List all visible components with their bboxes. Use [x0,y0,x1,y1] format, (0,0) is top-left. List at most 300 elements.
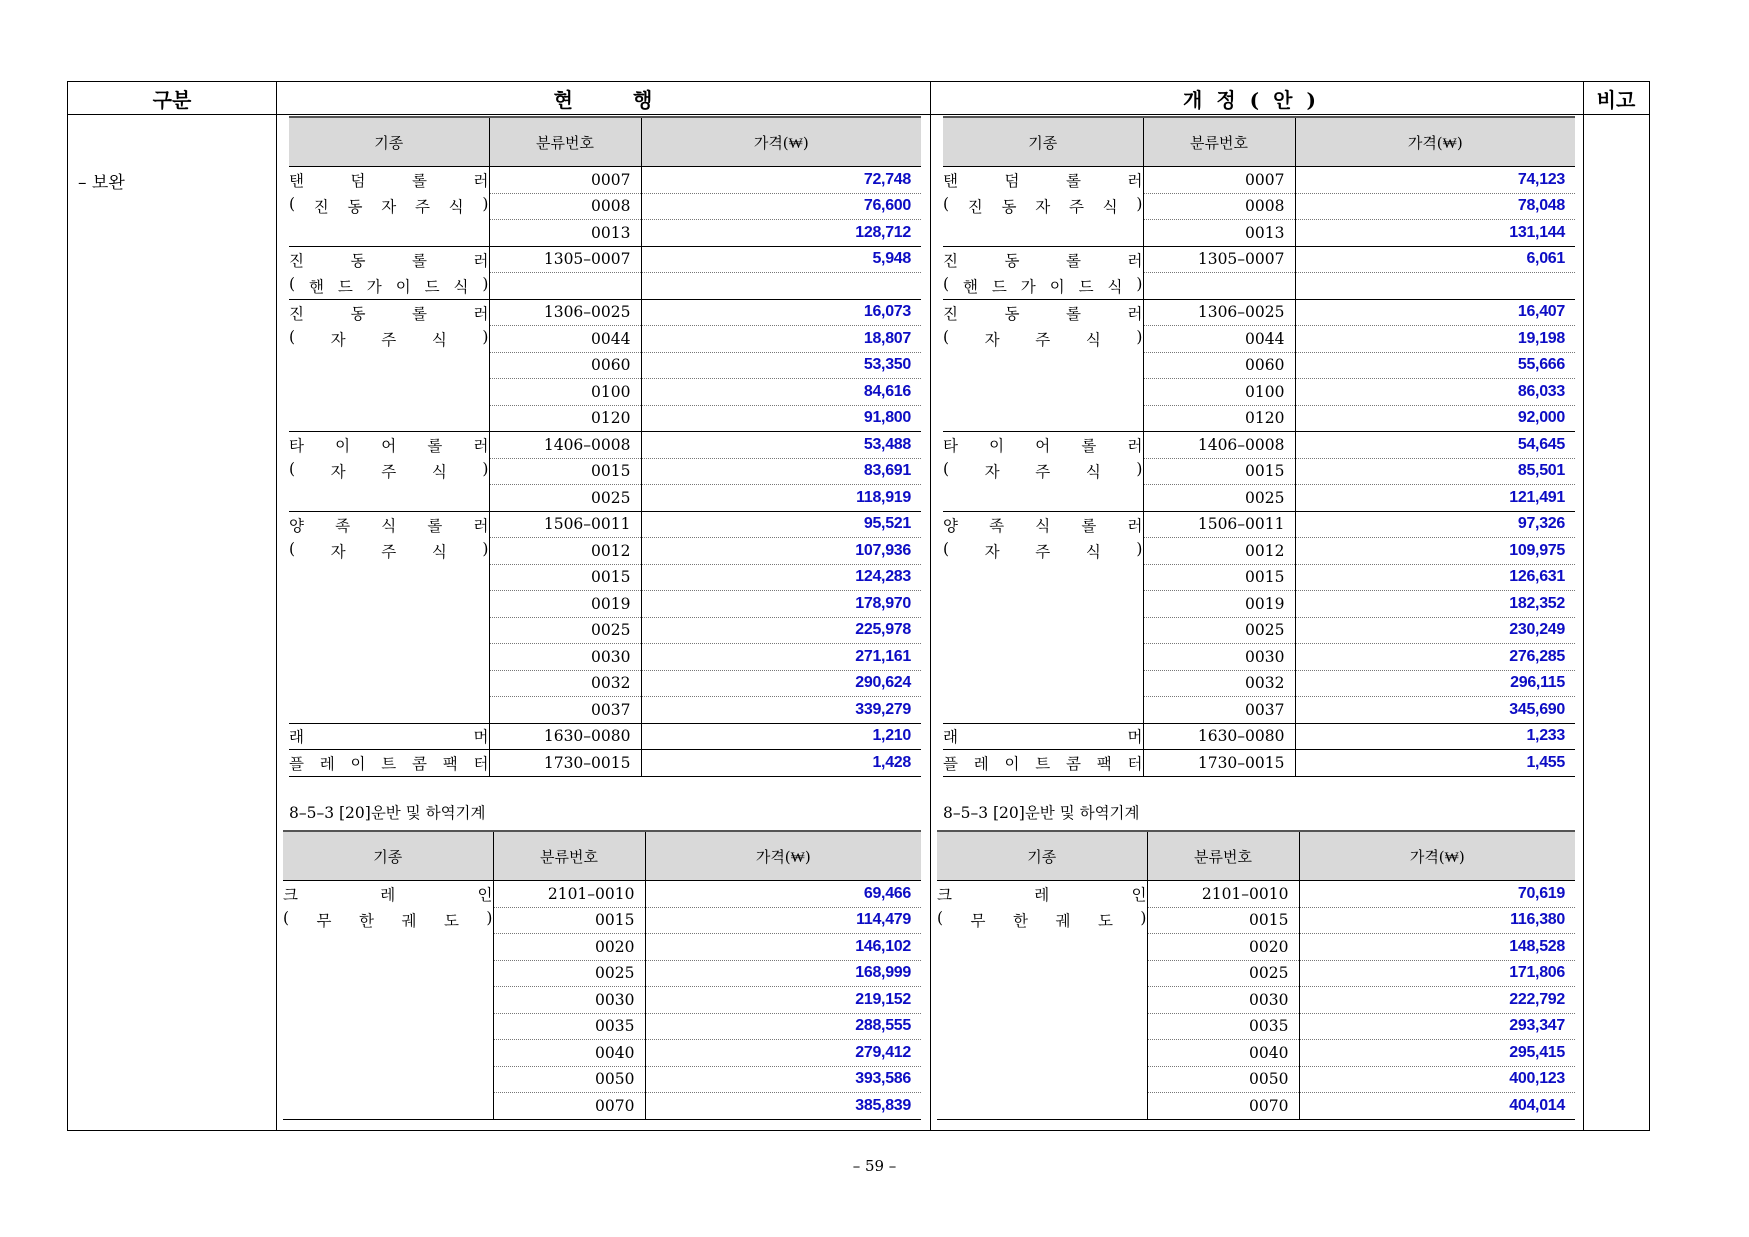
price-cell: 85,501 [1295,458,1575,485]
code-cell: 0040 [1147,1040,1299,1067]
model-name-char: 러 [473,437,489,455]
model-name-char: 주 [1035,542,1051,561]
model-name-char: 이 [350,754,366,773]
code-cell: 0035 [493,1013,645,1040]
model-name [943,434,1143,456]
model-name-char: 동 [347,198,363,217]
header-category: 구분 [152,87,192,112]
model-cell [283,1040,493,1067]
price-cell [641,273,921,300]
model-name-char: 트 [1035,754,1051,773]
model-name-char: 주 [414,198,430,217]
model-cell [943,432,1143,459]
model-name-char: 타 [943,437,958,455]
table-row [283,881,921,908]
price-cell: 1,428 [641,750,921,777]
price-cell: 74,123 [1295,167,1575,194]
code-cell: 0040 [493,1040,645,1067]
code-cell: 0044 [1143,326,1295,353]
code-cell: 0030 [493,987,645,1014]
model-cell [937,987,1147,1014]
model-name-char: 드 [1078,277,1094,296]
code-cell: 0100 [1143,379,1295,406]
price-cell: 128,712 [641,220,921,247]
table-row [937,960,1575,987]
code-cell: 1406–0008 [1143,432,1295,459]
model-name-char: 플 [289,754,304,773]
model-name-char: 양 [289,516,304,535]
code-cell: 0120 [489,405,641,432]
model-name-char: 궤 [1055,912,1071,931]
model-cell [289,750,489,777]
table-row [289,326,921,353]
model-name [289,249,489,271]
model-name-char: ) [486,909,493,928]
model-name [289,169,489,191]
model-name-char: ( [943,195,950,214]
price-cell: 16,073 [641,299,921,326]
table-header-row [937,831,1575,881]
model-name-char: 식 [431,330,447,349]
model-cell [943,273,1143,300]
model-name-char: ( [937,909,944,928]
table-row [937,1066,1575,1093]
model-cell [943,326,1143,353]
table-row [943,697,1575,724]
code-cell: 0015 [1143,564,1295,591]
model-name-char: 동 [1004,304,1020,323]
model-name-char: 식 [1035,516,1051,535]
model-cell [289,697,489,724]
model-name-char: 주 [1035,463,1051,482]
price-cell: 97,326 [1295,511,1575,538]
model-name-char: 어 [1035,437,1051,455]
model-name-char: 플 [943,754,958,773]
model-name [943,514,1143,536]
model-name-char: ) [1136,327,1143,346]
col-header-code: 분류번호 [1143,117,1295,167]
price-cell: 69,466 [645,881,921,908]
model-cell [943,458,1143,485]
model-name-char: 궤 [401,912,417,931]
model-name-char: 자 [984,463,1000,482]
model-name-char: 롤 [427,516,443,535]
model-name-char: ( [943,274,950,293]
price-cell: 54,645 [1295,432,1575,459]
model-name-char: 롤 [1081,437,1097,455]
model-name [943,540,1143,562]
model-name [943,169,1143,191]
price-cell: 118,919 [641,485,921,512]
model-name-char: 러 [1127,304,1143,323]
model-cell [289,617,489,644]
model-name-char: 주 [381,330,397,349]
code-cell: 0070 [1147,1093,1299,1120]
table-row [283,987,921,1014]
price-cell: 225,978 [641,617,921,644]
model-name-char: 식 [1085,463,1101,482]
table-row [289,379,921,406]
price-cell: 178,970 [641,591,921,618]
code-cell: 0050 [1147,1066,1299,1093]
model-cell [937,934,1147,961]
model-name-char: 주 [1035,330,1051,349]
divider [276,82,277,1130]
price-cell: 107,936 [641,538,921,565]
model-cell [289,352,489,379]
price-cell: 72,748 [641,167,921,194]
model-name-char: 이 [1049,277,1065,296]
code-cell: 0025 [1143,617,1295,644]
code-cell: 0020 [493,934,645,961]
price-cell: 114,479 [645,907,921,934]
code-cell: 0032 [1143,670,1295,697]
price-cell: 116,380 [1299,907,1575,934]
table-row [283,960,921,987]
model-name-char: 드 [424,277,440,296]
code-cell: 0013 [489,220,641,247]
table-row [289,564,921,591]
code-cell: 0015 [489,564,641,591]
table-header-row [289,117,921,167]
table-row [943,750,1575,777]
model-cell [289,670,489,697]
price-cell: 53,350 [641,352,921,379]
model-name-char: ( [943,539,950,558]
model-name [289,302,489,324]
model-cell [943,750,1143,777]
model-name-char: ) [482,195,489,214]
model-cell [937,960,1147,987]
model-name-char: 자 [330,330,346,349]
model-cell [289,564,489,591]
model-name-char: 식 [448,198,464,217]
table-row [943,458,1575,485]
model-name-char: 진 [313,198,329,217]
model-name-char: 동 [350,304,366,323]
model-name-char: 가 [366,277,382,296]
model-cell [289,458,489,485]
model-name-char: ) [482,274,489,293]
model-name-char: 팩 [1096,754,1112,773]
model-name-char: 어 [381,437,397,455]
model-name-char: 식 [1107,277,1123,296]
model-name [943,195,1143,217]
table-row [289,432,921,459]
price-cell: 279,412 [645,1040,921,1067]
code-cell: 1630–0080 [489,723,641,750]
model-name-char: 머 [1127,728,1143,747]
model-cell [289,591,489,618]
model-name [943,302,1143,324]
model-name-char: 롤 [1066,251,1081,270]
model-name-char: 레 [973,754,989,773]
table-row [289,273,921,300]
code-cell: 0030 [1147,987,1299,1014]
table-row [283,1093,921,1120]
model-name [937,909,1147,931]
model-cell [289,220,489,247]
model-name-char: 무 [316,912,332,931]
code-cell: 0025 [493,960,645,987]
model-name-char: 진 [967,198,983,217]
price-cell: 296,115 [1295,670,1575,697]
code-cell: 0007 [489,167,641,194]
model-name-char: ( [289,195,296,214]
table-row [289,246,921,273]
model-cell [937,1093,1147,1120]
table-row [937,1093,1575,1120]
price-cell: 86,033 [1295,379,1575,406]
price-cell: 76,600 [641,193,921,220]
divider [930,82,931,1130]
table-row [937,1040,1575,1067]
model-name-char: 덤 [1004,172,1020,190]
code-cell: 0020 [1147,934,1299,961]
model-name-char: 진 [943,251,958,270]
model-name-char: 롤 [427,437,443,455]
table-row [943,617,1575,644]
model-cell [943,485,1143,512]
model-name [943,275,1143,297]
divider [1583,82,1584,1130]
table-header-row [943,117,1575,167]
price-cell: 171,806 [1299,960,1575,987]
table-row [283,1040,921,1067]
code-cell: 0015 [489,458,641,485]
table-row [289,591,921,618]
model-name-char: ( [289,327,296,346]
model-name-char: 팩 [442,754,458,773]
model-name-char: 도 [1097,912,1113,931]
table-row [289,299,921,326]
model-cell [283,987,493,1014]
price-cell: 53,488 [641,432,921,459]
code-cell: 0015 [1143,458,1295,485]
price-cell: 6,061 [1295,246,1575,273]
model-name-char: 러 [1127,251,1143,270]
table-row [283,1013,921,1040]
code-cell: 0030 [1143,644,1295,671]
model-cell [289,379,489,406]
model-name-char: 드 [337,277,353,296]
price-cell: 18,807 [641,326,921,353]
code-cell: 0044 [489,326,641,353]
model-name-char: 롤 [412,304,427,323]
model-name-char: 자 [984,330,1000,349]
model-name-char: ) [482,460,489,479]
col-header-price: 가격(₩) [645,831,921,881]
price-cell: 19,198 [1295,326,1575,353]
model-name-char: 식 [1102,198,1118,217]
col-header-price: 가격(₩) [1295,117,1575,167]
model-name-char: 드 [991,277,1007,296]
price-cell: 91,800 [641,405,921,432]
model-name [937,883,1147,905]
model-cell [283,934,493,961]
model-cell [937,881,1147,908]
model-name-char: 이 [335,437,351,455]
model-name-char: 터 [473,754,489,773]
price-cell: 219,152 [645,987,921,1014]
code-cell: 0013 [1143,220,1295,247]
col-header-model: 기종 [283,831,493,881]
price-cell: 95,521 [641,511,921,538]
price-cell: 148,528 [1299,934,1575,961]
model-name [289,752,489,774]
model-name-char: 덤 [350,172,366,190]
model-cell [943,379,1143,406]
model-name-char: 이 [395,277,411,296]
model-cell [943,697,1143,724]
model-name-char: 콤 [1066,754,1081,773]
code-cell: 0008 [1143,193,1295,220]
model-cell [283,1066,493,1093]
model-cell [283,881,493,908]
model-name-char: 족 [989,516,1005,535]
table-row [289,511,921,538]
model-cell [283,907,493,934]
price-cell: 182,352 [1295,591,1575,618]
model-name-char: 머 [473,728,489,747]
price-cell: 5,948 [641,246,921,273]
model-name-char: 러 [473,304,489,323]
code-cell: 1506–0011 [489,511,641,538]
model-name-char: 한 [359,912,374,931]
model-name [943,752,1143,774]
model-name-char: 진 [289,251,304,270]
price-cell: 222,792 [1299,987,1575,1014]
col-header-model: 기종 [289,117,489,167]
price-cell: 1,455 [1295,750,1575,777]
model-name-char: 크 [283,886,298,904]
model-cell [289,538,489,565]
price-cell: 295,415 [1299,1040,1575,1067]
table-header-row [283,831,921,881]
model-name-char: 탠 [289,172,304,190]
model-name [289,275,489,297]
model-cell [289,246,489,273]
price-cell: 288,555 [645,1013,921,1040]
model-name-char: 핸 [308,277,324,296]
model-cell [937,1040,1147,1067]
model-name-char: 동 [1001,198,1017,217]
model-cell [943,193,1143,220]
model-name-char: 터 [1127,754,1143,773]
model-name-char: 트 [381,754,397,773]
price-cell: 1,233 [1295,723,1575,750]
model-name-char: 롤 [1066,172,1081,190]
model-name-char: ) [482,539,489,558]
price-cell: 109,975 [1295,538,1575,565]
code-cell: 0035 [1147,1013,1299,1040]
code-cell: 0025 [489,617,641,644]
model-name [283,883,493,905]
header-revised: 개정(안) [1183,87,1330,112]
code-cell: 1406–0008 [489,432,641,459]
model-name-char: 동 [350,251,366,270]
model-name [289,434,489,456]
model-cell [943,352,1143,379]
col-header-model: 기종 [937,831,1147,881]
model-name-char: ) [1136,195,1143,214]
code-cell: 0015 [493,907,645,934]
table-row [943,564,1575,591]
model-name-char: ( [943,460,950,479]
table-row [937,907,1575,934]
model-name-char: ) [1136,274,1143,293]
table-row [289,485,921,512]
model-cell [943,299,1143,326]
code-cell: 0070 [493,1093,645,1120]
table-row [289,352,921,379]
price-cell: 1,210 [641,723,921,750]
model-name-char: ( [289,460,296,479]
model-name-char: 콤 [412,754,427,773]
code-cell: 1730–0015 [489,750,641,777]
table-row [943,167,1575,194]
table-row [943,644,1575,671]
model-cell [943,591,1143,618]
model-name-char: ) [1140,909,1147,928]
table-row [943,723,1575,750]
model-name-char: 이 [1004,754,1020,773]
code-cell: 1630–0080 [1143,723,1295,750]
code-cell: 1306–0025 [489,299,641,326]
model-cell [943,167,1143,194]
model-name-char: ) [482,327,489,346]
model-name [289,460,489,482]
model-name-char: 식 [431,542,447,561]
model-name-char: 무 [970,912,986,931]
code-cell: 1506–0011 [1143,511,1295,538]
table-row [943,326,1575,353]
col-header-code: 분류번호 [489,117,641,167]
table-row [289,538,921,565]
model-name-char: 진 [289,304,304,323]
table-row [289,220,921,247]
model-name-char: 식 [1085,330,1101,349]
model-cell [289,405,489,432]
table-row [289,644,921,671]
table-row [937,1013,1575,1040]
price-cell: 385,839 [645,1093,921,1120]
model-name-char: ( [289,539,296,558]
model-cell [289,511,489,538]
model-cell [943,723,1143,750]
table-row [943,352,1575,379]
table-row [283,934,921,961]
code-cell: 0037 [1143,697,1295,724]
model-name-char: 핸 [962,277,978,296]
table-row [943,405,1575,432]
code-cell: 0025 [1147,960,1299,987]
model-name [943,725,1143,747]
model-name-char: 탠 [943,172,958,190]
model-name [289,195,489,217]
price-cell [1295,273,1575,300]
model-name-char: 래 [943,728,958,747]
model-name-char: 러 [1127,516,1143,535]
model-cell [289,644,489,671]
model-name-char: 이 [989,437,1005,455]
model-name-char: 롤 [1081,516,1097,535]
table-row [937,881,1575,908]
model-name-char: 식 [1085,542,1101,561]
code-cell [489,273,641,300]
table-row [937,934,1575,961]
price-cell: 92,000 [1295,405,1575,432]
